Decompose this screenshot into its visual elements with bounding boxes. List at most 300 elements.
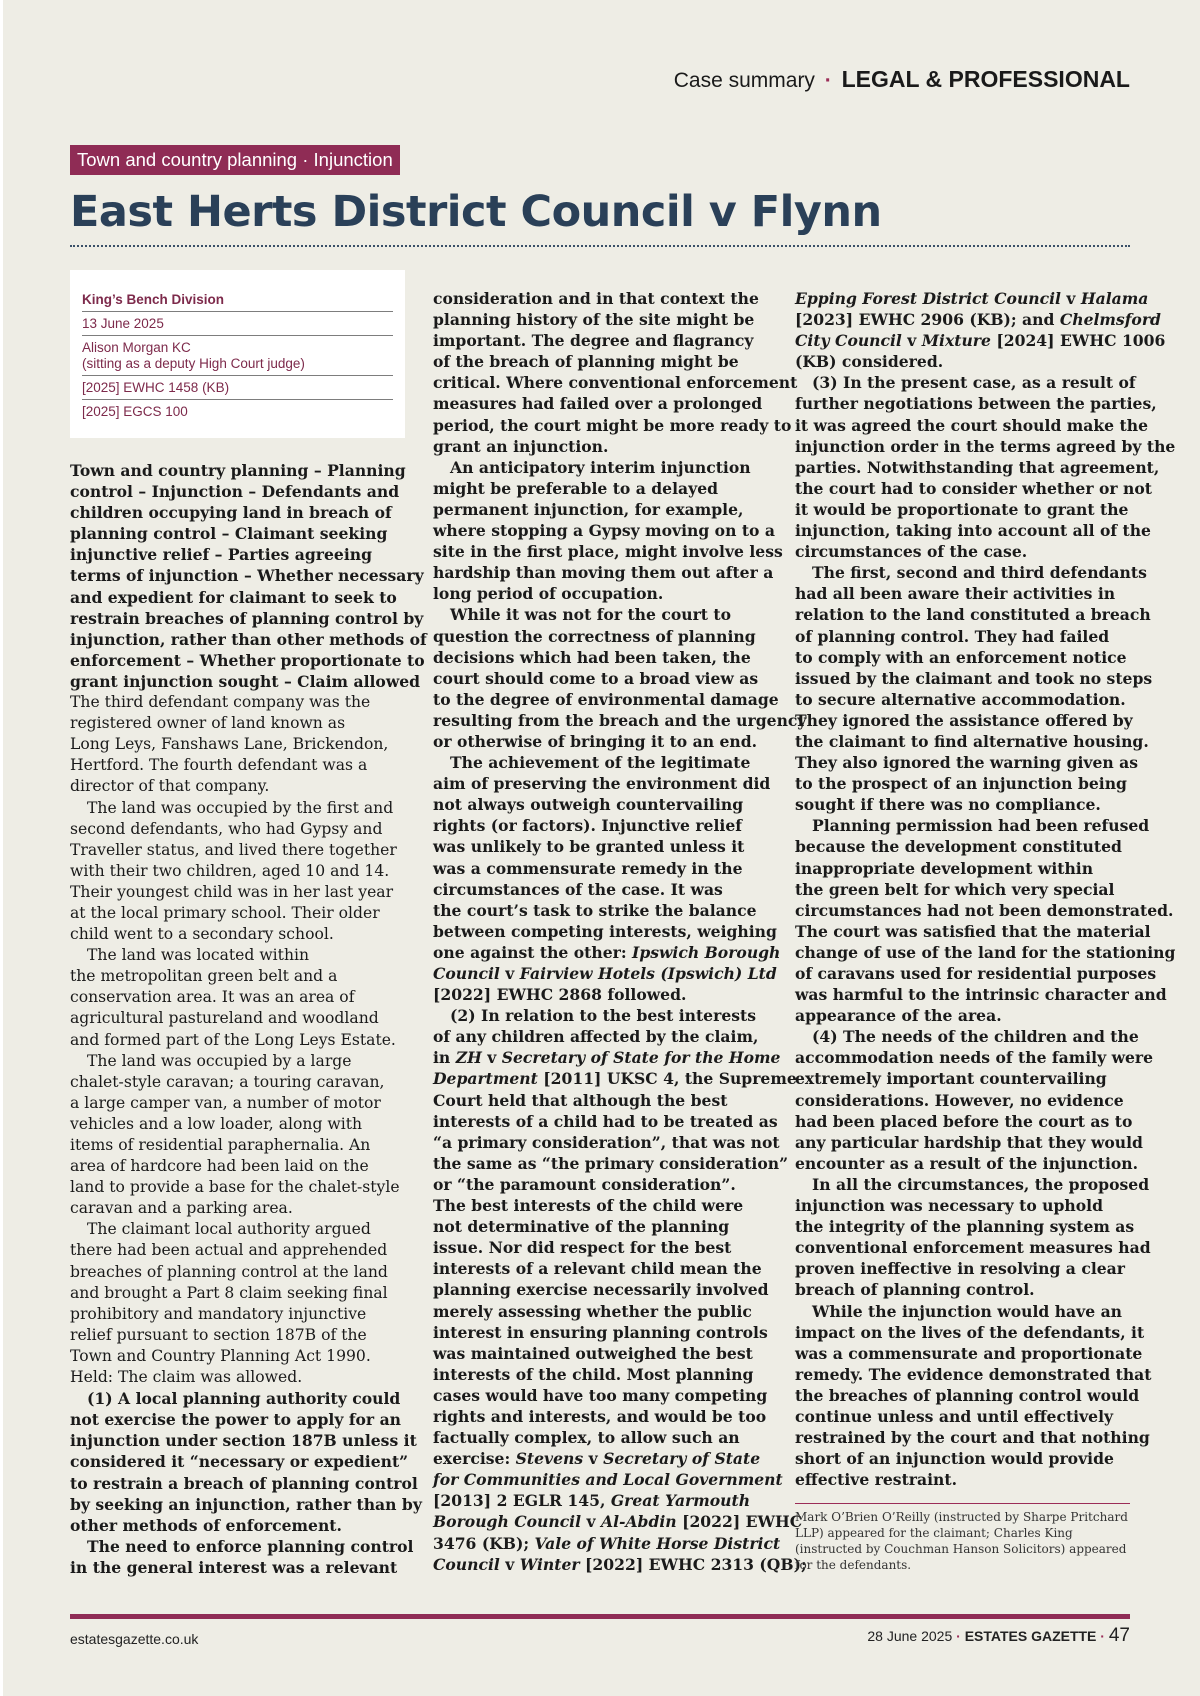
line-text: had all been aware their activities in [795,584,1116,604]
footer-rule [70,1614,1130,1619]
text-line [433,372,807,393]
text-line [433,604,807,625]
text-line [70,945,427,966]
text-line [433,583,807,604]
text-line [795,541,1175,562]
text-line [433,879,807,900]
line-text: was a commensurate and proportionate [795,1343,1143,1363]
text-line [70,966,427,987]
text-line [433,436,807,457]
line-text: Hertford. The fourth defendant was a [70,756,368,775]
line-text: decisions which had been taken, the [433,647,751,667]
line-text: conservation area. It was an area of [70,988,355,1007]
text-line [70,1030,427,1051]
text-line [795,1068,1175,1089]
line-text: Court held that although the best [433,1090,728,1110]
text-line [70,1072,427,1093]
text-line [433,457,807,478]
line-text: The land was occupied by the first and [87,798,394,817]
line-text: exercise: [433,1449,516,1469]
text-line [433,1490,807,1511]
text-line [70,861,427,882]
text-line [795,1301,1175,1322]
line-text: interests of a relevant child mean the [433,1259,762,1279]
title-divider [70,245,1130,247]
line-text: [2023] EWHC 2906 (KB); and [795,310,1060,330]
text-line [70,713,427,734]
line-text: v [1060,289,1081,308]
text-line [795,583,1175,604]
header-label: Case summary [673,69,815,92]
text-line [795,330,1175,351]
line-text: considered it “necessary or expedient” [70,1452,409,1472]
line-text: enforcement – Whether proportionate to [70,650,425,670]
line-text: encounter as a result of the injunction. [795,1153,1139,1173]
line-text: While the injunction would have an [812,1301,1123,1321]
text-line [70,987,427,1008]
line-text: consideration and in that context the [433,289,759,308]
text-line [433,1554,807,1575]
text-line [433,1406,807,1427]
text-line [795,710,1175,731]
text-line [795,1111,1175,1132]
text-line [70,1304,427,1325]
text-line [795,984,1175,1005]
case-name: Winter [519,1554,580,1574]
text-line [70,671,427,692]
line-text: was a commensurate remedy in the [433,858,743,878]
text-line [795,1153,1175,1174]
text-line [70,840,427,861]
header-separator: · [818,69,838,92]
text-line [70,608,427,629]
text-line [433,1132,807,1153]
line-text: in [433,1048,456,1068]
text-line [433,562,807,583]
case-name: Ipswich Borough [632,942,781,962]
footer-separator: · [952,1628,965,1644]
text-line [795,309,1175,330]
text-line [795,1364,1175,1385]
text-line [70,882,427,903]
line-text: The claimant local authority argued [87,1220,371,1239]
line-text: Long Leys, Fanshaws Lane, Brickendon, [70,735,389,754]
line-text: grant an injunction. [433,436,609,456]
counsel-line: LLP) appeared for the claimant; Charles King [795,1526,1073,1540]
line-text: They also ignored the warning given as [795,753,1139,773]
line-text: the claimant to find alternative housing. [795,731,1149,751]
line-text: planning exercise necessarily involved [433,1280,769,1300]
line-text: and formed part of the Long Leys Estate. [70,1030,396,1049]
case-name: Council [433,964,500,983]
line-text: short of an injunction would provide [795,1449,1114,1469]
line-text: between competing interests, weighing [433,921,777,941]
line-text: any particular hardship that they would [795,1132,1143,1152]
text-line [433,963,807,984]
text-line [70,1008,427,1029]
line-text: cases would have too many competing [433,1385,768,1405]
line-text: They ignored the assistance offered by [795,710,1133,730]
line-text: proven ineffective in resolving a clear [795,1259,1125,1279]
line-text: or “the paramount consideration”. [433,1174,736,1194]
text-line [70,1388,427,1409]
line-text: 3476 (KB); [433,1533,535,1553]
line-text: The need to enforce planning control [87,1536,414,1556]
text-line [795,1279,1175,1300]
line-text: might be preferable to a delayed [433,478,719,498]
line-text: change of use of the land for the stationing [795,942,1176,962]
text-line [433,1533,807,1554]
text-line [433,689,807,710]
text-line [433,794,807,815]
line-text: sought if there was no compliance. [795,795,1101,815]
judge-capacity: (sitting as a deputy High Court judge) [82,356,305,371]
text-line [795,1174,1175,1195]
line-text: rights (or factors). Injunctive relief [433,816,742,836]
text-line [70,481,427,502]
line-text: question the correctness of planning [433,626,756,646]
text-line [795,1385,1175,1406]
line-text: further negotiations between the parties, [795,394,1157,414]
line-text: merely assessing whether the public [433,1301,752,1321]
text-line [70,692,427,713]
line-text: v [581,1512,601,1532]
text-line [433,393,807,414]
text-line [70,903,427,924]
text-line [795,731,1175,752]
line-text: issued by the claimant and took no steps [795,668,1153,688]
text-line [70,650,427,671]
text-line [795,393,1175,414]
text-line [433,1153,807,1174]
text-line [433,309,807,330]
footer-info [867,1625,1130,1647]
line-text: v [499,1554,520,1574]
line-text: injunction, taking into account all of the [795,521,1151,541]
category-tag: Town and country planning · Injunction [70,145,400,175]
text-line [433,773,807,794]
page-number: 47 [1108,1625,1130,1646]
column-1 [70,460,427,1578]
case-name: Mixture [921,331,991,351]
case-name: Secretary of State for the Home [501,1048,781,1068]
text-line [433,351,807,372]
text-line [70,1346,427,1367]
line-text: impact on the lives of the defendants, it [795,1322,1145,1342]
text-line [70,1093,427,1114]
text-line [433,1047,807,1068]
line-text: area of hardcore had been laid on the [70,1157,369,1176]
text-line [433,668,807,689]
line-text: not determinative of the planning [433,1217,730,1237]
text-line [795,415,1175,436]
text-line [795,879,1175,900]
text-line [433,731,807,752]
text-line [795,1469,1175,1490]
line-text: Held: The claim was allowed. [70,1368,303,1387]
text-line [70,924,427,945]
text-line [433,288,807,309]
text-line [70,1494,427,1515]
line-text: children occupying land in breach of [70,503,392,523]
line-text: relief pursuant to section 187B of the [70,1325,367,1344]
text-line [433,815,807,836]
text-line [795,499,1175,520]
text-line [70,1473,427,1494]
column-3 [795,288,1175,1490]
line-text: the same as “the primary consideration” [433,1153,789,1173]
line-text: second defendants, who had Gypsy and [70,819,383,838]
line-text: critical. Where conventional enforcement [433,373,798,393]
text-line [70,1283,427,1304]
text-line [795,604,1175,625]
line-text: a large camper van, a number of motor [70,1093,381,1112]
line-text: (1) A local planning authority could [87,1389,401,1409]
neutral-citation: [2025] EWHC 1458 (KB) [82,376,393,400]
text-line [795,752,1175,773]
text-line [795,351,1175,372]
line-text: “a primary consideration”, that was not [433,1132,780,1152]
running-header [674,66,1130,93]
line-text: the court’s task to strike the balance [433,900,757,920]
line-text: (3) In the present case, as a result of [812,373,1136,393]
line-text: v [481,1048,502,1068]
line-text: to restrain a breach of planning control [70,1473,418,1493]
line-text: hardship than moving them out after a [433,563,774,583]
line-text: [2013] 2 EGLR 145, [433,1491,611,1511]
line-text: one against the other: [433,942,633,962]
text-line [433,752,807,773]
line-text: caravan and a parking area. [70,1199,293,1218]
line-text: control – Injunction – Defendants and [70,482,400,502]
text-line [433,921,807,942]
line-text: factually complex, to allow such an [433,1428,740,1448]
line-text: The third defendant company was the [70,693,371,712]
text-line [433,1090,807,1111]
line-text: land to provide a base for the chalet-style [70,1178,400,1197]
text-line [433,415,807,436]
text-line [795,1343,1175,1364]
text-line [433,330,807,351]
case-name: Stevens [515,1449,584,1469]
text-line [433,1385,807,1406]
text-line [433,647,807,668]
text-line [433,710,807,731]
text-line [433,900,807,921]
line-text: was unlikely to be granted unless it [433,837,745,857]
text-line [433,942,807,963]
line-text: to comply with an enforcement notice [795,647,1127,667]
text-line [433,1026,807,1047]
line-text: [2022] EWHC 2868 followed. [433,985,687,1005]
line-text: [2022] EWHC [676,1512,803,1532]
line-text: restrain breaches of planning control by [70,608,424,628]
text-line [70,1262,427,1283]
text-line [433,1258,807,1279]
line-text: The land was located within [87,946,310,965]
line-text: [2024] EWHC 1006 [990,331,1166,351]
text-line [70,460,427,481]
text-line [433,1195,807,1216]
text-line [70,819,427,840]
line-text: The first, second and third defendants [812,563,1147,583]
column-2 [433,288,807,1575]
text-line [795,773,1175,794]
line-text: terms of injunction – Whether necessary [70,566,424,586]
text-line [795,1132,1175,1153]
text-line [433,520,807,541]
line-text: items of residential paraphernalia. An [70,1136,371,1154]
case-name: Chelmsford [1059,310,1161,330]
line-text: important. The degree and flagrancy [433,331,754,351]
counsel-line: (instructed by Couchman Hanson Solicitors) appeared [795,1542,1127,1556]
line-text: [2011] UKSC 4, the Supreme [537,1069,797,1089]
line-text: where stopping a Gypsy moving on to a [433,521,775,541]
footer-magazine: ESTATES GAZETTE [964,1628,1097,1644]
text-line [795,520,1175,541]
text-line [795,562,1175,583]
line-text: site in the first place, might involve less [433,542,783,562]
text-line [795,900,1175,921]
text-line [70,1156,427,1177]
line-text: with their two children, aged 10 and 14. [70,861,390,880]
text-line [433,478,807,499]
line-text: of the breach of planning might be [433,352,739,372]
egcs-citation: [2025] EGCS 100 [82,404,188,419]
counsel-note [795,1509,1130,1573]
line-text: the green belt for which very special [795,879,1115,899]
text-line [70,1240,427,1261]
line-text: (2) In relation to the best interests [450,1006,756,1026]
text-line [795,942,1175,963]
text-line [433,1068,807,1089]
line-text: injunction, rather than other methods of [70,629,427,649]
case-name: Great Yarmouth [610,1491,751,1511]
text-line [433,1005,807,1026]
line-text: at the local primary school. Their older [70,903,380,922]
line-text: aim of preserving the environment did [433,774,771,794]
text-line [70,1114,427,1135]
line-text: remedy. The evidence demonstrated that [795,1364,1152,1384]
text-line [795,1216,1175,1237]
line-text: breaches of planning control at the land [70,1262,388,1281]
judge-name: Alison Morgan KC [82,340,191,355]
judge [82,336,393,376]
line-text: registered owner of land known as [70,714,346,733]
line-text: permanent injunction, for example, [433,499,744,519]
text-line [795,288,1175,309]
line-text: issue. Nor did respect for the best [433,1238,732,1258]
case-name: for Communities and Local Government [433,1470,783,1490]
line-text: The land was occupied by a large [87,1051,352,1070]
text-line [795,1322,1175,1343]
line-text: child went to a secondary school. [70,925,334,944]
case-name: Fairview Hotels (Ipswich) Ltd [519,964,777,983]
text-line [70,755,427,776]
line-text: the metropolitan green belt and a [70,967,338,986]
text-line [70,587,427,608]
text-line [795,1448,1175,1469]
line-text: circumstances had not been demonstrated. [795,900,1174,920]
line-text: circumstances of the case. It was [433,879,723,899]
line-text: circumstances of the case. [795,542,1028,562]
text-line [795,1026,1175,1047]
text-line [795,1047,1175,1068]
line-text: the integrity of the planning system as [795,1217,1135,1237]
judgment-date: 13 June 2025 [82,312,393,336]
line-text: v [499,964,520,983]
line-text: not always outweigh countervailing [433,795,744,815]
text-line [795,1258,1175,1279]
line-text: conventional enforcement measures had [795,1238,1151,1258]
text-line [433,1511,807,1532]
text-line [433,1343,807,1364]
text-line [70,798,427,819]
line-text: of planning control. They had failed [795,626,1110,646]
line-text: [2022] EWHC 2313 (QB); [579,1554,807,1574]
line-text: measures had failed over a prolonged [433,394,763,414]
text-line [795,1090,1175,1111]
text-line [70,1051,427,1072]
text-line [70,776,427,797]
text-line [70,1430,427,1451]
line-text: relation to the land constituted a breach [795,605,1151,625]
case-name: Council [433,1554,500,1574]
text-line [433,1469,807,1490]
case-name: Vale of White Horse District [534,1533,781,1553]
text-line [70,1451,427,1472]
line-text: continue unless and until effectively [795,1406,1114,1426]
line-text: Planning permission had been refused [812,816,1150,836]
article-title: East Herts District Council v Flynn [70,187,882,237]
case-info-box [70,270,405,438]
counsel-divider [795,1503,1130,1504]
line-text: prohibitory and mandatory injunctive [70,1304,367,1323]
text-line [795,1427,1175,1448]
line-text: of caravans used for residential purposes [795,964,1157,983]
line-text: Town and country planning – Planning [70,461,406,480]
line-text: extremely important countervailing [795,1069,1107,1089]
line-text: inappropriate development within [795,858,1094,878]
header-section: LEGAL & PROFESSIONAL [841,66,1130,92]
line-text: The court was satisfied that the material [795,921,1151,941]
text-line [433,1322,807,1343]
text-line [433,1448,807,1469]
text-line [70,544,427,565]
text-line [70,1515,427,1536]
text-line [70,1557,427,1578]
line-text: there had been actual and apprehended [70,1241,388,1260]
line-text: breach of planning control. [795,1280,1035,1300]
line-text: injunction order in the terms agreed by the [795,436,1176,456]
text-line [795,372,1175,393]
text-line [795,1237,1175,1258]
line-text: considerations. However, no evidence [795,1090,1124,1110]
text-line [70,1536,427,1557]
line-text: director of that company. [70,777,270,796]
text-line [433,1301,807,1322]
text-line [70,629,427,650]
line-text: While it was not for the court to [450,605,732,625]
case-name: Department [433,1069,538,1089]
text-line [70,734,427,755]
text-line [433,1364,807,1385]
text-line [433,858,807,879]
text-line [795,478,1175,499]
line-text: had been placed before the court as to [795,1111,1133,1131]
line-text: (4) The needs of the children and the [812,1027,1139,1047]
case-name: Borough Council [433,1512,582,1532]
